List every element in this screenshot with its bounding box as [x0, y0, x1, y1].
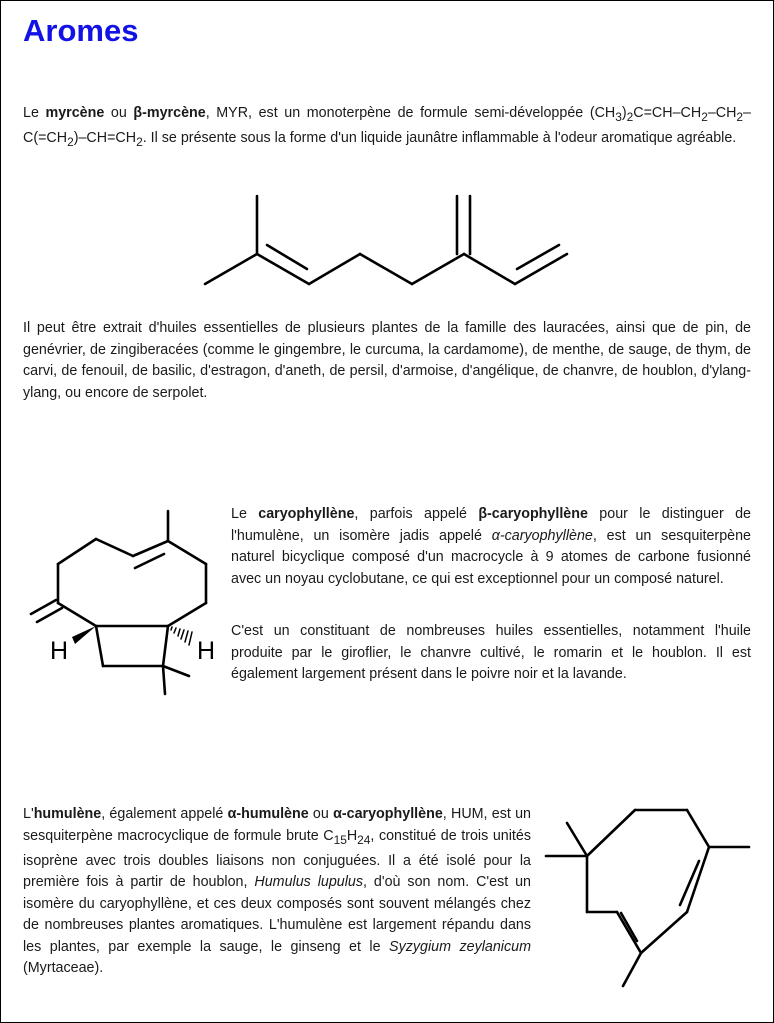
- text-run: , constitué de trois unités isoprène avec trois doubles liaisons non conjuguées. Il a été isolé pour la première fois à partir de houblon,: [23, 827, 531, 891]
- text-run: Le: [231, 506, 259, 522]
- text-run: , également appelé: [101, 806, 228, 822]
- term-alpha-humulene: α-humulène: [227, 806, 309, 822]
- subscript: 15: [333, 832, 347, 847]
- text-run: ): [621, 105, 627, 121]
- species-name: Syzygium zeylanicum: [389, 938, 531, 955]
- bond: [617, 912, 641, 953]
- subscript: 2: [626, 109, 634, 124]
- term-caryophyllene: caryophyllène: [258, 506, 355, 522]
- term-beta-caryophyllene: β-caryophyllène: [478, 506, 588, 522]
- text-run: Le: [23, 105, 46, 121]
- text-run: , d'où son nom. C'est un isomère du caryophyllène, et ces deux composés sont souvent mélangés chez de nombreuses plantes aromatiques. L'humulène est largement répandu dans les plantes, par exemple la sauge, le ginseng et le: [23, 874, 532, 955]
- term-myrcene: myrcène: [45, 105, 105, 121]
- text-run: . Il se présente sous la forme d'un liquide jaunâtre inflammable à l'odeur aromatique agréable.: [142, 130, 737, 147]
- text-run: –CH: [707, 105, 737, 121]
- text-run: (Myrtaceae).: [23, 960, 104, 977]
- term-humulene: humulène: [33, 806, 102, 822]
- bond: [687, 810, 709, 847]
- species-name: Humulus lupulus: [254, 874, 364, 891]
- caryophyllene-sources-paragraph: C'est un constituant de nombreuses huiles essentielles, notamment l'huile produite par le giroflier, le chanvre cultivé, le romarin et le houblon. Il est également largement présent dans le poivre noir et la lavande.: [231, 623, 751, 682]
- subscript: 2: [736, 109, 744, 124]
- subscript: 2: [701, 109, 708, 124]
- text-run: )–CH=CH: [73, 130, 137, 147]
- bond: [623, 953, 641, 986]
- term-alpha-caryophyllene: α-caryophyllène: [491, 527, 593, 544]
- bond: [621, 913, 637, 941]
- text-run: , MYR, est un monoterpène de formule semi-développée (CH: [205, 105, 616, 121]
- text-run: H: [346, 827, 358, 844]
- humulene-structure: [1, 1, 774, 1023]
- subscript: 2: [136, 135, 143, 150]
- myrcene-sources-paragraph: Il peut être extrait d'huiles essentielles de plusieurs plantes de la famille des lauracées, ainsi que de pin, de genévrier, de zingiberacées (comme le gingembre, le curcuma, la cardamome), de menthe, de sauge, de thym, de carvi, de fenouil, de basilic, d'estragon, d'aneth, de persil, d'armoise, d'angélique, de chanvre, de houblon, d'ylang-ylang, ou encore de serpolet.: [23, 320, 751, 401]
- text-run: , parfois appelé: [354, 506, 479, 522]
- bond: [567, 823, 587, 856]
- term-alpha-caryophyllene: α-caryophyllène: [333, 806, 443, 822]
- text-run: pour le distinguer de l'humulène, un isomère jadis appelé: [231, 506, 752, 544]
- text-run: L': [23, 806, 34, 822]
- text-run: –C(=CH: [23, 105, 751, 147]
- bond: [641, 912, 687, 953]
- text-run: , est un sesquiterpène naturel bicyclique composé d'un macrocycle à 9 atomes de carbone fusionné avec un noyau cyclobutane, ce qui est exceptionnel pour un composé naturel.: [231, 527, 751, 587]
- bond: [587, 810, 635, 856]
- subscript: 3: [615, 109, 622, 124]
- hydrogen-label-left: H: [50, 637, 69, 665]
- hydrogen-label-right: H: [197, 637, 216, 665]
- subscript: 24: [357, 832, 371, 847]
- subscript: 2: [67, 135, 74, 150]
- text-run: ou: [308, 806, 334, 822]
- text-run: C=CH–CH: [633, 105, 702, 121]
- text-run: ou: [104, 105, 134, 121]
- text-run: , HUM, est un sesquiterpène macrocyclique de formule brute C: [23, 806, 531, 844]
- page-title: Aromes: [23, 13, 139, 48]
- term-beta-myrcene: β-myrcène: [133, 105, 206, 121]
